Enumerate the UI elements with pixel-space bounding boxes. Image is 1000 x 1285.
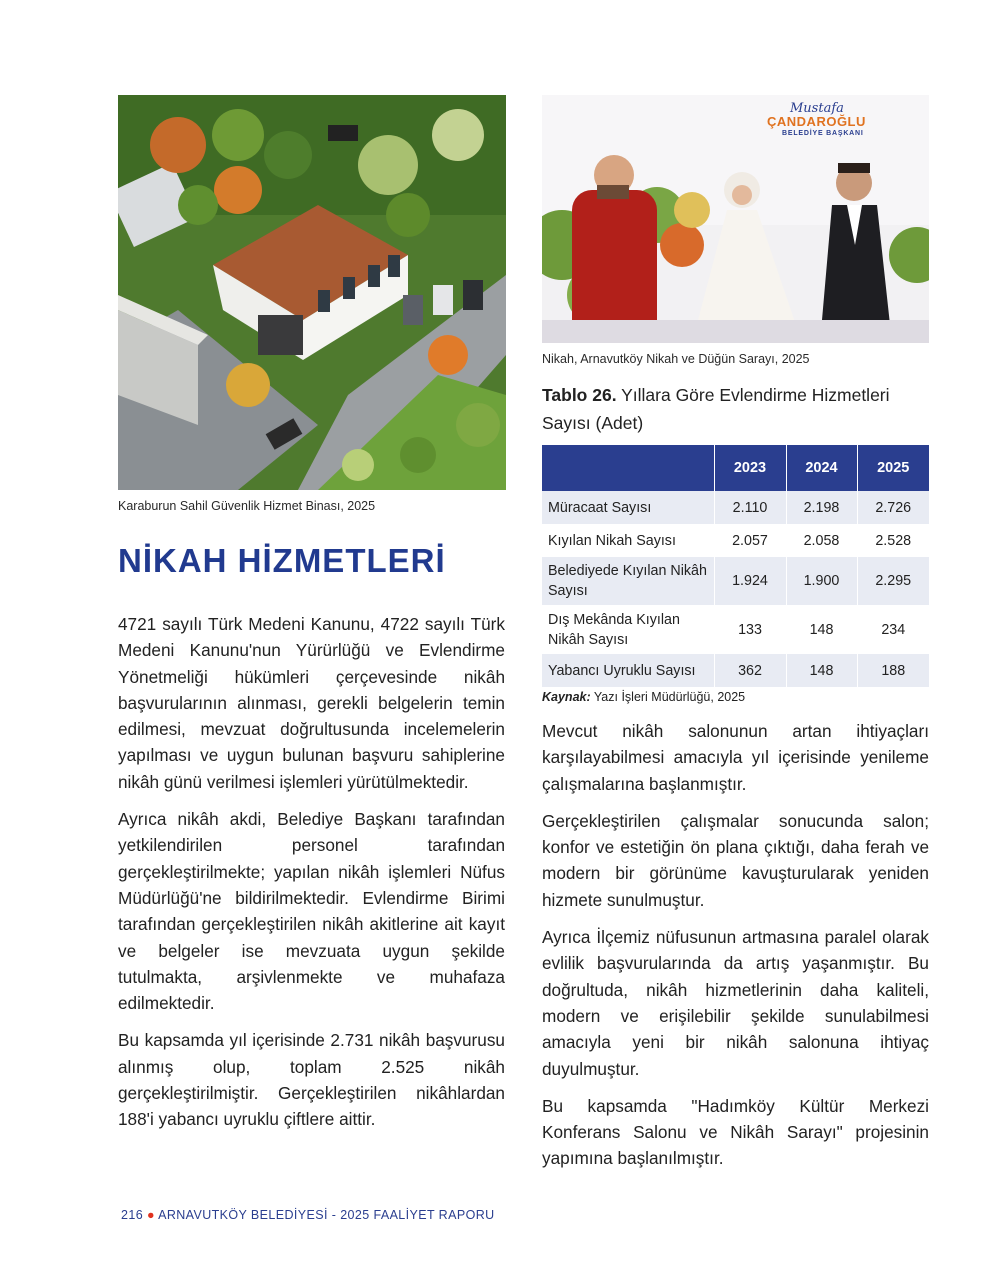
page-footer [121,1208,495,1222]
footer-report: 2025 FAALİYET RAPORU [340,1208,495,1222]
right-paragraph-2: Gerçekleştirilen çalışmalar sonucunda salon; konfor ve estetiğin ön plana çıktığı, daha ferah ve modern bir görünüme kavuşturularak yeniden hizmete sunulmuştur. [542,810,929,910]
header-2023: 2023 [714,445,786,491]
table-row [542,654,929,687]
table-row [542,605,929,654]
banner-surname: ÇANDAROĞLU [767,114,866,129]
row-label: Yabancı Uyruklu Sayısı [542,654,714,687]
source-label: Kaynak: [542,690,591,704]
cell-2023: 1.924 [714,557,786,605]
cell-2025: 234 [857,605,929,654]
row-label: Dış Mekânda Kıyılan Nikâh Sayısı [548,611,680,648]
left-paragraph-2: Ayrıca nikâh akdi, Belediye Başkanı tarafından yetkilendirilen personel tarafından gerçekleştirilmekte; yapılan nikâh işlemleri Nüfus Müdürlüğü'ne bildirilmektedir. Evlendirme Birimi tarafından gerçekleştirilen nikâh akitlerine ait kayıt ve belgeler ise mevzuata uygun şekilde tutulmakta, arşivlenmekte ve muhafaza edilmektedir. [118,809,505,1014]
right-paragraph-3: Ayrıca İlçemiz nüfusunun artmasına paralel olarak evlilik başvurularında da artış yaşanmıştır. Bu doğrultuda, nikâh hizmetlerinin daha kaliteli, modern ve erişilebilir şekilde sunulabilmesi amacıyla yeni bir nikâh salonuna ihtiyaç duyulmuştur. [542,927,929,1079]
left-column [118,611,505,1144]
cell-2023: 2.110 [714,491,786,524]
left-paragraph-3: Bu kapsamda yıl içerisinde 2.731 nikâh başvurusu alınmış olup, toplam 2.525 nikâh gerçekleştirilmiştir. Gerçekleştirilen nikâhlardan 188'i yabancı uyruklu çiftlere aittir. [118,1030,505,1130]
header-2024: 2024 [786,445,857,491]
wedding-photo-caption: Nikah, Arnavutköy Nikah ve Düğün Sarayı, 2025 [542,352,810,366]
right-paragraph-4: Bu kapsamda "Hadımköy Kültür Merkezi Konferans Salonu ve Nikâh Sarayı" projesinin yapımına başlanılmıştır. [542,1095,929,1169]
table-row [542,524,929,557]
table-title [542,381,932,437]
header-2025: 2025 [857,445,929,491]
cell-2024: 2.198 [786,491,857,524]
footer-separator: - [331,1208,337,1222]
table-row [542,557,929,605]
right-column [542,718,929,1183]
table-row [542,491,929,524]
row-label: Belediyede Kıyılan Nikâh Sayısı [542,557,714,605]
page-number: 216 [121,1208,144,1222]
wedding-photo [542,95,929,343]
source-text: Yazı İşleri Müdürlüğü, 2025 [590,690,746,704]
cell-2024: 148 [786,654,857,687]
cell-2025: 2.528 [857,524,929,557]
cell-2023: 133 [714,605,786,654]
banner-title: BELEDİYE BAŞKANI [782,130,864,137]
cell-2025: 2.726 [857,491,929,524]
bullet-icon: ● [146,1208,155,1222]
cell-2025: 2.295 [857,557,929,605]
banner-name: Mustafa [790,101,844,116]
footer-org: ARNAVUTKÖY BELEDİYESİ [158,1208,328,1222]
section-title: NİKAH HİZMETLERİ [118,542,446,579]
cell-2025: 188 [857,654,929,687]
left-paragraph-1: 4721 sayılı Türk Medeni Kanunu, 4722 sayılı Türk Medeni Kanunu'nun Yürürlüğü ve Evlendirme Yönetmeliği hükümleri çerçevesinde nikâh başvurularının alınması, gerekli belgelerin temin edilmesi, mevzuat doğrultusunda incelemelerin yapılması ve uygun bulunan başvuru sahiplerine nikâh günü verilmesi işlemleri yürütülmektedir. [118,614,505,792]
cell-2024: 148 [786,605,857,654]
row-label: Kıyılan Nikah Sayısı [548,532,676,549]
cell-2024: 1.900 [786,557,857,605]
cell-2023: 362 [714,654,786,687]
right-paragraph-1: Mevcut nikâh salonunun artan ihtiyaçları karşılayabilmesi amacıyla yıl içerisinde yenileme çalışmalarına başlanmıştır. [542,721,929,794]
cell-2023: 2.057 [714,524,786,557]
table-number: Tablo 26. [542,385,617,405]
building-photo-caption: Karaburun Sahil Güvenlik Hizmet Binası, 2025 [118,499,376,513]
table-header-row [542,445,929,491]
row-label: Müracaat Sayısı [542,491,714,524]
marriage-stats-table [542,445,929,687]
table-source [542,690,745,704]
table-caption: Yıllara Göre Evlendirme Hizmetleri Sayısı (Adet) [542,385,890,433]
cell-2024: 2.058 [786,524,857,557]
building-photo [118,95,506,490]
header-blank [542,445,714,491]
